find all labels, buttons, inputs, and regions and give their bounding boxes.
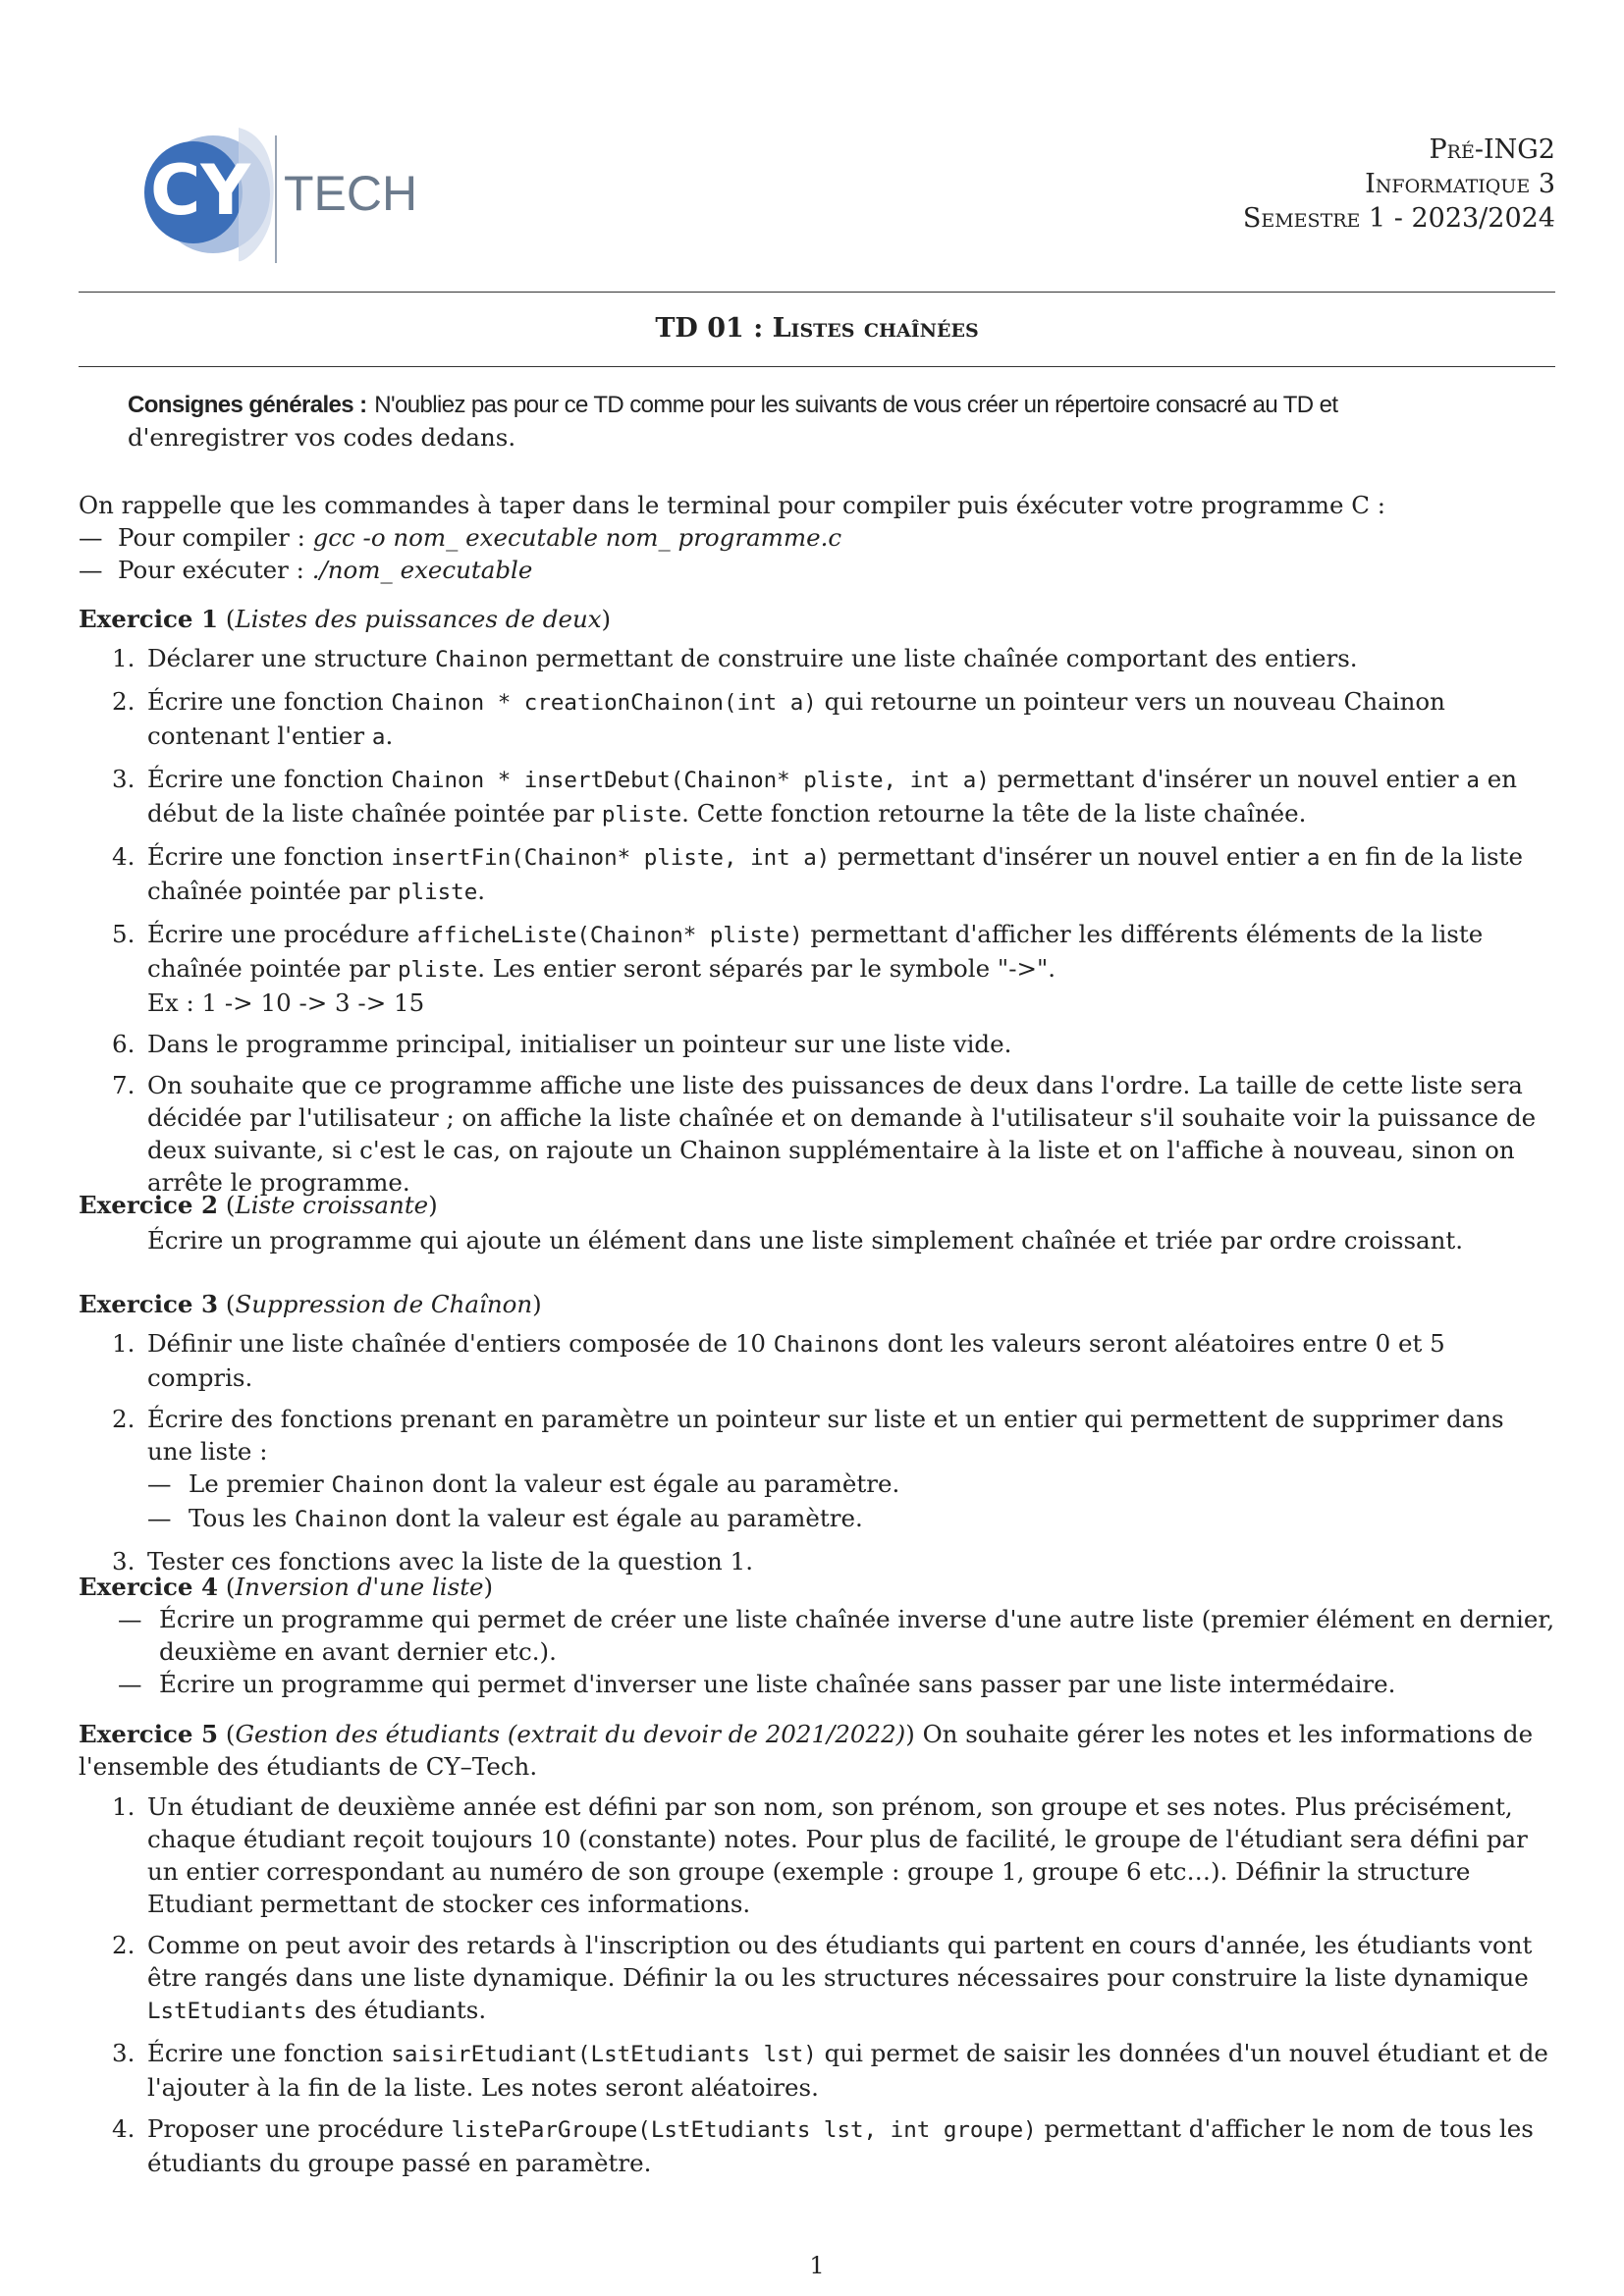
question-item: 6. Dans le programme principal, initialiser un pointeur sur une liste vide. [112,1030,1012,1058]
exercise-1-questions [79,642,1555,1199]
question-item: 4. Écrire une fonction insertFin(Chainon* pliste, int a) permettant d'insérer un nouvel entier a en fin de la liste chaînée pointée par pliste. [112,842,1523,905]
code-snippet: afficheListe(Chainon* pliste) [416,923,803,948]
question-item: 2. Écrire des fonctions prenant en paramètre un pointeur sur liste et un entier qui permettent de supprimer dans une liste : — Le premier Chainon dont la valeur est égale au paramètre. — Tous les Chainon dont la valeur est égale au paramètre. [79,1403,1555,1536]
exercise-2: Exercice 2 (Liste croissante) Écrire un programme qui ajoute un élément dans une liste simplement chaînée et triée par ordre croissant. [79,1189,1555,1256]
sub-item: — Le premier Chainon dont la valeur est égale au paramètre. [147,1469,900,1498]
exercise-5: Exercice 5 (Gestion des étudiants (extrait du devoir de 2021/2022)) On souhaite gérer les notes et les informations de l'ensemble des étudiants de CY–Tech. 1. Un étudiant de deuxième année est défini par son nom, son prénom, son groupe et ses notes. Plus précisément, chaque étudiant reçoit toujours 10 (constante) notes. Pour plus de facilité, le groupe de l'étudiant sera défini par un entier correspondant au numéro de son groupe (exemple : groupe 1, groupe 6 etc…). Définir la structure Etudiant permettant de stocker ces informations. 2. Comme on peut avoir des retards à l'inscription ou des étudiants qui partent en cours d'année, les étudiants vont être rangés dans une liste dynamique. Définir la ou les structures nécessaires pour construire la liste dynamique LstEtudiants des étudiants. 3. Écrire une fonction saisirEtudiant(LstEtudiants lst) qui permet de saisir les données d'un nouvel étudiant et de l'ajouter à la fin de la liste. Les notes seront aléatoires. 4. Proposer une procédure listeParGroupe(LstEtudiants lst, int groupe) permettant d'afficher le nom de tous les étudiants du groupe passé en paramètre. [79,1718,1555,2188]
exercise-4-subtitle: Inversion d'une liste [235,1573,484,1601]
exercise-4-item: — Écrire un programme qui permet de créer une liste chaînée inverse d'une autre liste (premier élément en dernier, deuxième en avant dernier etc.). [118,1605,1555,1666]
question-number: 3. [112,2039,135,2067]
code-snippet: a [371,724,386,750]
code-snippet: Chainon * insertDebut(Chainon* pliste, int a) [391,768,990,793]
page-title: TD 01 : Listes chaînées [655,313,979,344]
general-instructions [128,388,1555,454]
course-semester: Semestre 1 - 2023/2024 [1242,203,1555,234]
question-number: 2. [112,687,135,716]
instructions-text-end: d'enregistrer vos codes dedans. [128,423,516,452]
question-number: 3. [112,1547,135,1575]
code-snippet: a [1466,768,1480,793]
question-item: 1. Définir une liste chaînée d'entiers composée de 10 Chainons dont les valeurs seront aléatoires entre 0 et 5 compris. [112,1329,1445,1392]
question-item: 5. Écrire une procédure afficheListe(Chainon* pliste) permettant d'afficher les différents éléments de la liste chaînée pointée par pliste. Les entier seront séparés par le symbole "->". Ex : 1 -> 10 -> 3 -> 15 [112,920,1484,1017]
exercise-4-questions [79,1603,1555,1700]
code-snippet: listeParGroupe(LstEtudiants lst, int groupe) [451,2117,1037,2143]
exercise-4-item: — Écrire un programme qui permet d'inverser une liste chaînée sans passer par une liste intermédaire. [118,1670,1396,1698]
exercise-2-label: Exercice 2 [79,1191,219,1219]
code-snippet: pliste [397,957,478,983]
question-item: 3. Tester ces fonctions avec la liste de la question 1. [112,1547,753,1575]
question-number: 2. [112,1405,135,1433]
exercise-4: Exercice 4 (Inversion d'une liste) — Écrire un programme qui permet de créer une liste chaînée inverse d'une autre liste (premier élément en dernier, deuxième en avant dernier etc.). — Écrire un programme qui permet d'inverser une liste chaînée sans passer par une liste intermédaire. [79,1573,1555,1698]
question-number: 2. [112,1931,135,1959]
exercise-5-questions [79,1790,1555,2179]
question-item: 3. Écrire une fonction Chainon * insertDebut(Chainon* pliste, int a) permettant d'insérer un nouvel entier a en début de la liste chaînée pointée par pliste. Cette fonction retourne la tête de la liste chaînée. [112,765,1518,828]
reminder-compile: — Pour compiler : gcc -o nom_ executable nom_ programme.c [79,523,842,552]
exercise-2-text: Écrire un programme qui ajoute un élément dans une liste simplement chaînée et triée par ordre croissant. [147,1226,1464,1255]
question-item: 7. On souhaite que ce programme affiche une liste des puissances de deux dans l'ordre. La taille de cette liste sera décidée par l'utilisateur ; on affiche la liste chaînée et on demande à l'utilisateur s'il souhaite voir la puissance de deux suivante, si c'est le cas, on rajoute un Chainon supplémentaire à la liste et on l'affiche à nouveau, sinon on arrête le programme. [112,1071,1537,1197]
question-number: 5. [112,920,135,948]
code-snippet: pliste [601,802,682,828]
page-number: 1 [809,2252,825,2279]
exercise-5-intro: On souhaite gérer les notes et les informations de l'ensemble des étudiants de CY–Tech. [79,1720,1534,1781]
question-item: 2. Écrire une fonction Chainon * creationChainon(int a) qui retourne un pointeur vers un nouveau Chainon contenant l'entier a. [112,687,1445,750]
exercise-3-label: Exercice 3 [79,1290,219,1318]
compile-reminder [79,489,1555,586]
course-info [1243,133,1555,236]
question-number: 4. [112,2114,135,2143]
reminder-run: — Pour exécuter : ./nom_ executable [79,556,533,584]
divider-top [79,292,1555,293]
sub-item: — Tous les Chainon dont la valeur est égale au paramètre. [147,1504,863,1532]
exercise-3: Exercice 3 (Suppression de Chaînon) 1. Définir une liste chaînée d'entiers composée de 10 Chainons dont les valeurs seront aléatoires entre 0 et 5 compris. 2. Écrire des fonctions prenant en paramètre un pointeur sur liste et un entier qui permettent de supprimer dans une liste : — Le premier Chainon dont la valeur est égale au paramètre. — Tous les Chainon dont la valeur est égale au paramètre. 3. Tester ces fonctions avec la liste de la question 1. [79,1288,1555,1586]
code-snippet: a [1306,845,1321,871]
question-number: 4. [112,842,135,871]
exercise-1-label: Exercice 1 [79,605,219,633]
instructions-text: N'oubliez pas pour ce TD comme pour les suivants de vous créer un répertoire consacré au TD et [374,392,1338,418]
svg-text:TECH: TECH [284,166,417,221]
code-snippet: Chainon * creationChainon(int a) [391,690,817,716]
instructions-label: Consignes générales : [128,392,367,418]
code-snippet: saisirEtudiant(LstEtudiants lst) [391,2042,817,2067]
question-number: 7. [112,1071,135,1099]
code-snippet: insertFin(Chainon* pliste, int a) [391,845,831,871]
code-snippet: pliste [397,880,478,905]
question-item: 2. Comme on peut avoir des retards à l'inscription ou des étudiants qui partent en cours d'année, les étudiants vont être rangés dans une liste dynamique. Définir la ou les structures nécessaires pour construire la liste dynamique LstEtudiants des étudiants. [112,1931,1533,2024]
exercise-5-label: Exercice 5 [79,1720,219,1748]
exercise-3-subtitle: Suppression de Chaînon [235,1290,533,1318]
divider-bottom [79,366,1555,367]
svg-text:CY: CY [150,150,251,231]
course-subject: Informatique 3 [1365,169,1555,199]
code-snippet: Chainon [295,1507,388,1532]
code-snippet: Chainon [435,647,528,672]
question-number: 1. [112,1329,135,1358]
exercise-4-label: Exercice 4 [79,1573,219,1601]
question-number: 1. [112,1792,135,1821]
exercise-2-subtitle: Liste croissante [235,1191,429,1219]
course-level: Pré-ING2 [1429,134,1555,165]
code-snippet: Chainons [773,1332,881,1358]
cytech-logo [123,116,417,263]
code-snippet: Chainon [331,1472,425,1498]
question-item: 4. Proposer une procédure listeParGroupe(LstEtudiants lst, int groupe) permettant d'afficher le nom de tous les étudiants du groupe passé en paramètre. [112,2114,1534,2177]
reminder-intro: On rappelle que les commandes à taper dans le terminal pour compiler puis éxécuter votre programme C : [79,491,1386,519]
document-page [79,0,1555,2296]
exercise-1: Exercice 1 (Listes des puissances de deux) 1. Déclarer une structure Chainon permettant de construire une liste chaînée comportant des entiers. 2. Écrire une fonction Chainon * creationChainon(int a) qui retourne un pointeur vers un nouveau Chainon contenant l'entier a. 3. Écrire une fonction Chainon * insertDebut(Chainon* pliste, int a) permettant d'insérer un nouvel entier a en début de la liste chaînée pointée par pliste. Cette fonction retourne la tête de la liste chaînée. 4. Écrire une fonction insertFin(Chainon* pliste, int a) permettant d'insérer un nouvel entier a en fin de la liste chaînée pointée par pliste. 5. Écrire une procédure afficheListe(Chainon* pliste) permettant d'afficher les différents éléments de la liste chaînée pointée par pliste. Les entier seront séparés par le symbole "->". Ex : 1 -> 10 -> 3 -> 15 6. Dans le programme principal, initialiser un pointeur sur une liste vide. 7. On souhaite que ce programme affiche une liste des puissances de deux dans l'ordre. La taille de cette liste sera décidée par l'utilisateur ; on affiche la liste chaînée et on demande à l'utilisateur s'il souhaite voir la puissance de deux suivante, si c'est le cas, on rajoute un Chainon supplémentaire à la liste et on l'affiche à nouveau, sinon on arrête le programme. [79,603,1555,1207]
exercise-3-questions [79,1327,1555,1577]
question-item: 3. Écrire une fonction saisirEtudiant(LstEtudiants lst) qui permet de saisir les données d'un nouvel étudiant et de l'ajouter à la fin de la liste. Les notes seront aléatoires. [112,2039,1548,2102]
question-item: 1. Déclarer une structure Chainon permettant de construire une liste chaînée comportant des entiers. [112,644,1358,672]
cytech-logo-icon [123,116,417,263]
question-number: 3. [112,765,135,793]
exercise-1-subtitle: Listes des puissances de deux [235,605,602,633]
question-item: 1. Un étudiant de deuxième année est défini par son nom, son prénom, son groupe et ses notes. Plus précisément, chaque étudiant reçoit toujours 10 (constante) notes. Pour plus de facilité, le groupe de l'étudiant sera défini par un entier correspondant au numéro de son groupe (exemple : groupe 1, groupe 6 etc…). Définir la structure Etudiant permettant de stocker ces informations. [112,1792,1528,1918]
code-snippet: LstEtudiants [147,1999,307,2024]
question-number: 6. [112,1030,135,1058]
exercise-5-subtitle: Gestion des étudiants (extrait du devoir de 2021/2022) [235,1720,906,1748]
question-number: 1. [112,644,135,672]
